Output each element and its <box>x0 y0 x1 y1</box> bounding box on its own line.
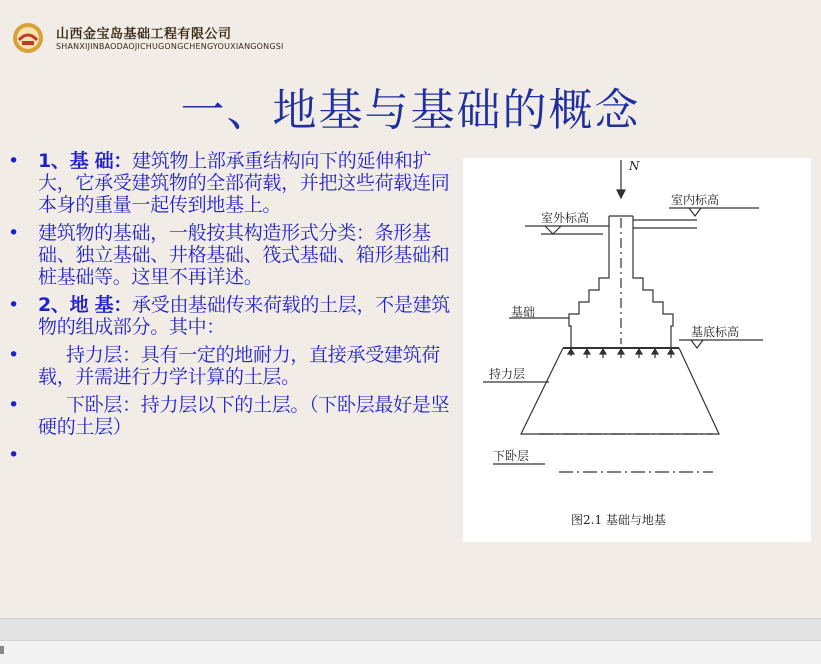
bullet-text: 建筑物的基础，一般按其构造形式分类：条形基础、独立基础、井格基础、筏式基础、箱形基础和桩基础等。这里不再详述。 <box>38 222 450 288</box>
bullet-bold: 1、基 础： <box>38 150 133 172</box>
status-mark-icon <box>0 646 4 654</box>
base-level-label: 基底标高 <box>691 325 740 339</box>
load-label: N <box>629 159 640 173</box>
bullet-list <box>6 150 452 466</box>
slide-title: 一、地基与基础的概念 <box>180 85 641 136</box>
foundation-right-outline <box>633 216 673 348</box>
company-name-cn: 山西金宝岛基础工程有限公司 <box>56 27 232 42</box>
bullet-item <box>6 222 452 288</box>
bullet-dot-icon: • <box>8 222 19 244</box>
bullet-dot-icon: • <box>8 150 19 172</box>
bearing-layer-label: 持力层 <box>489 367 526 381</box>
bullet-text: 持力层：具有一定的地耐力，直接承受建筑荷载，并需进行力学计算的土层。 <box>38 344 441 388</box>
bullet-dot-icon: • <box>8 294 19 316</box>
status-strip <box>0 640 821 664</box>
bullet-item <box>6 294 452 338</box>
foundation-diagram <box>463 158 811 542</box>
bullet-text: 承受由基础传来荷载的土层，不是建筑物的组成部分。其中： <box>38 294 450 338</box>
base-level-marker-icon <box>691 340 703 348</box>
bullet-item <box>6 150 452 216</box>
company-name-en: SHANXIJINBAODAOJICHUGONGCHENGYOUXIANGONGSI <box>56 42 284 51</box>
figure-caption: 图2.1 基础与地基 <box>571 513 666 527</box>
company-header <box>8 20 308 58</box>
soil-pressure-arrows <box>568 349 674 358</box>
bullet-dot-icon: • <box>8 444 19 466</box>
bullet-dot-icon: • <box>8 394 19 416</box>
foundation-left-outline <box>569 216 609 348</box>
foundation-label: 基础 <box>511 305 536 319</box>
underlying-layer-label: 下卧层 <box>493 449 530 463</box>
indoor-level-label: 室内标高 <box>671 193 720 207</box>
bearing-layer-outline <box>521 348 719 434</box>
bullet-dot-icon: • <box>8 344 19 366</box>
load-arrow-head-icon <box>617 190 625 198</box>
bullet-item <box>6 394 452 438</box>
outdoor-level-marker-icon <box>545 226 561 234</box>
bullet-text: 下卧层：持力层以下的土层。（下卧层最好是坚硬的土层） <box>38 394 450 438</box>
outdoor-level-label: 室外标高 <box>541 211 590 225</box>
company-logo-icon <box>12 22 44 54</box>
bullet-item <box>6 344 452 388</box>
bullet-text: 建筑物上部承重结构向下的延伸和扩大，它承受建筑物的全部荷载，并把这些荷载连同本身的重量一起传到地基上。 <box>38 150 450 216</box>
bullet-bold: 2、地 基： <box>38 294 133 316</box>
foundation-figure <box>463 158 811 542</box>
indoor-level-marker-icon <box>689 208 701 216</box>
